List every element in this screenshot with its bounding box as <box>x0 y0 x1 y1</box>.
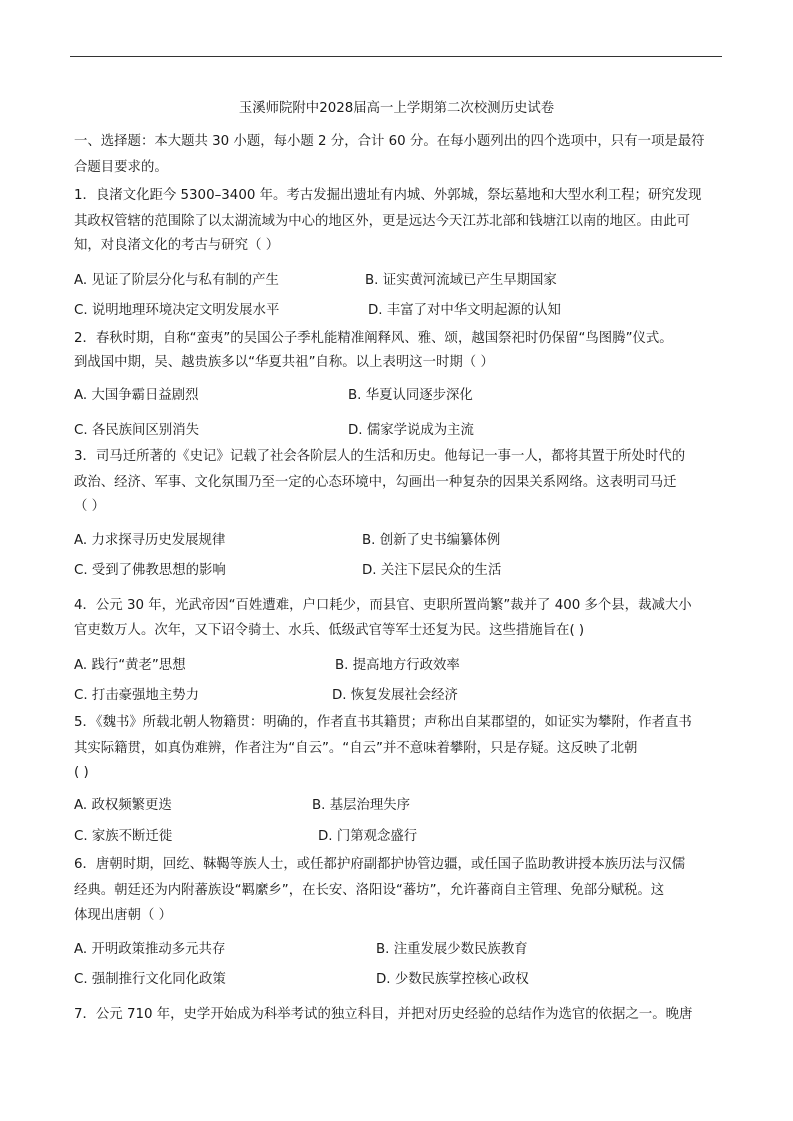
q4-option-d[interactable]: D. 恢复发展社会经济 <box>332 688 458 703</box>
q5-option-a[interactable]: A. 政权频繁更迭 <box>74 798 172 813</box>
q6-stem-line-2: 经典。朝廷还为内附蕃族设“羁縻乡”，在长安、洛阳设“蕃坊”，允许蕃商自主管理、免部分赋税。这 <box>74 883 665 898</box>
q2-option-c[interactable]: C. 各民族间区别消失 <box>74 423 199 438</box>
q4-option-a[interactable]: A. 践行“黄老”思想 <box>74 658 186 673</box>
q4-stem-line-2: 官吏数万人。次年，又下诏令骑士、水兵、低级武官等军士还复为民。这些措施旨在( ) <box>74 623 585 638</box>
q2-option-b[interactable]: B. 华夏认同逐步深化 <box>348 388 473 403</box>
q1-option-b[interactable]: B. 证实黄河流域已产生早期国家 <box>365 273 557 288</box>
q6-option-d[interactable]: D. 少数民族掌控核心政权 <box>376 972 529 987</box>
q3-option-b[interactable]: B. 创新了史书编纂体例 <box>362 533 501 548</box>
q2-stem-line-1: 2．春秋时期，自称“蛮夷”的吴国公子季札能精准阐释风、雅、颂，越国祭祀时仍保留“鸟图腾”仪式。 <box>74 331 673 346</box>
q6-stem-line-3: 体现出唐朝（ ） <box>74 908 172 923</box>
q5-option-c[interactable]: C. 家族不断迁徙 <box>74 829 173 844</box>
q1-stem-line-2: 其政权管辖的范围除了以太湖流域为中心的地区外，更是远达今天江苏北部和钱塘江以南的地区。由此可 <box>74 214 690 229</box>
q2-stem-line-2: 到战国中期，吴、越贵族多以“华夏共祖”自称。以上表明这一时期（ ） <box>74 355 494 370</box>
q5-stem-line-1: 5．《魏书》所载北朝人物籍贯：明确的，作者直书其籍贯；声称出自某郡望的，如证实为攀附，作者直书 <box>74 715 692 730</box>
q1-option-a[interactable]: A. 见证了阶层分化与私有制的产生 <box>74 273 279 288</box>
q6-option-a[interactable]: A. 开明政策推动多元共存 <box>74 942 226 957</box>
q3-stem-line-1: 3．司马迁所著的《史记》记载了社会各阶层人的生活和历史。他每记一事一人，都将其置于所处时代的 <box>74 449 686 464</box>
q1-stem-line-3: 知，对良渚文化的考古与研究（ ） <box>74 238 280 253</box>
q4-option-c[interactable]: C. 打击豪强地主势力 <box>74 688 199 703</box>
q1-option-c[interactable]: C. 说明地理环境决定文明发展水平 <box>74 303 280 318</box>
section-instructions-line-1: 一、选择题：本大题共 30 小题，每小题 2 分，合计 60 分。在每小题列出的四个选项中，只有一项是最符 <box>74 134 705 149</box>
q5-option-b[interactable]: B. 基层治理失序 <box>312 798 411 813</box>
section-instructions-line-2: 合题目要求的。 <box>74 160 168 175</box>
q3-option-c[interactable]: C. 受到了佛教思想的影响 <box>74 563 226 578</box>
q5-option-d[interactable]: D. 门第观念盛行 <box>318 829 418 844</box>
header-rule <box>70 56 722 57</box>
exam-title: 玉溪师院附中2028届高一上学期第二次校测历史试卷 <box>238 101 555 116</box>
q6-option-c[interactable]: C. 强制推行文化同化政策 <box>74 972 226 987</box>
q3-stem-line-2: 政治、经济、军事、文化氛围乃至一定的心态环境中，勾画出一种复杂的因果关系网络。这表明司马迁 <box>74 475 677 490</box>
q2-option-a[interactable]: A. 大国争霸日益剧烈 <box>74 388 199 403</box>
q5-stem-line-3: ( ) <box>74 765 89 780</box>
q1-option-d[interactable]: D. 丰富了对中华文明起源的认知 <box>368 303 561 318</box>
q3-option-d[interactable]: D. 关注下层民众的生活 <box>362 563 502 578</box>
q2-option-d[interactable]: D. 儒家学说成为主流 <box>348 423 474 438</box>
q3-stem-line-3: （ ） <box>74 499 106 514</box>
q4-stem-line-1: 4．公元 30 年，光武帝因“百姓遭难，户口耗少，而县官、吏职所置尚繁”裁并了 400 多个县，裁减大小 <box>74 598 692 613</box>
q7-stem-line-1: 7．公元 710 年，史学开始成为科举考试的独立科目，并把对历史经验的总结作为选官的依据之一。晚唐 <box>74 1007 693 1022</box>
q5-stem-line-2: 其实际籍贯，如真伪难辨，作者注为“自云”。“自云”并不意味着攀附，只是存疑。这反映了北朝 <box>74 741 638 756</box>
q3-option-a[interactable]: A. 力求探寻历史发展规律 <box>74 533 226 548</box>
q4-option-b[interactable]: B. 提高地方行政效率 <box>335 658 460 673</box>
q6-option-b[interactable]: B. 注重发展少数民族教育 <box>376 942 528 957</box>
q6-stem-line-1: 6．唐朝时期，回纥、靺鞨等族人士，或任都护府副都护协管边疆，或任国子监助教讲授本族历法与汉儒 <box>74 857 686 872</box>
q1-stem-line-1: 1．良渚文化距今 5300–3400 年。考古发掘出遗址有内城、外郭城，祭坛墓地和大型水利工程；研究发现 <box>74 188 702 203</box>
